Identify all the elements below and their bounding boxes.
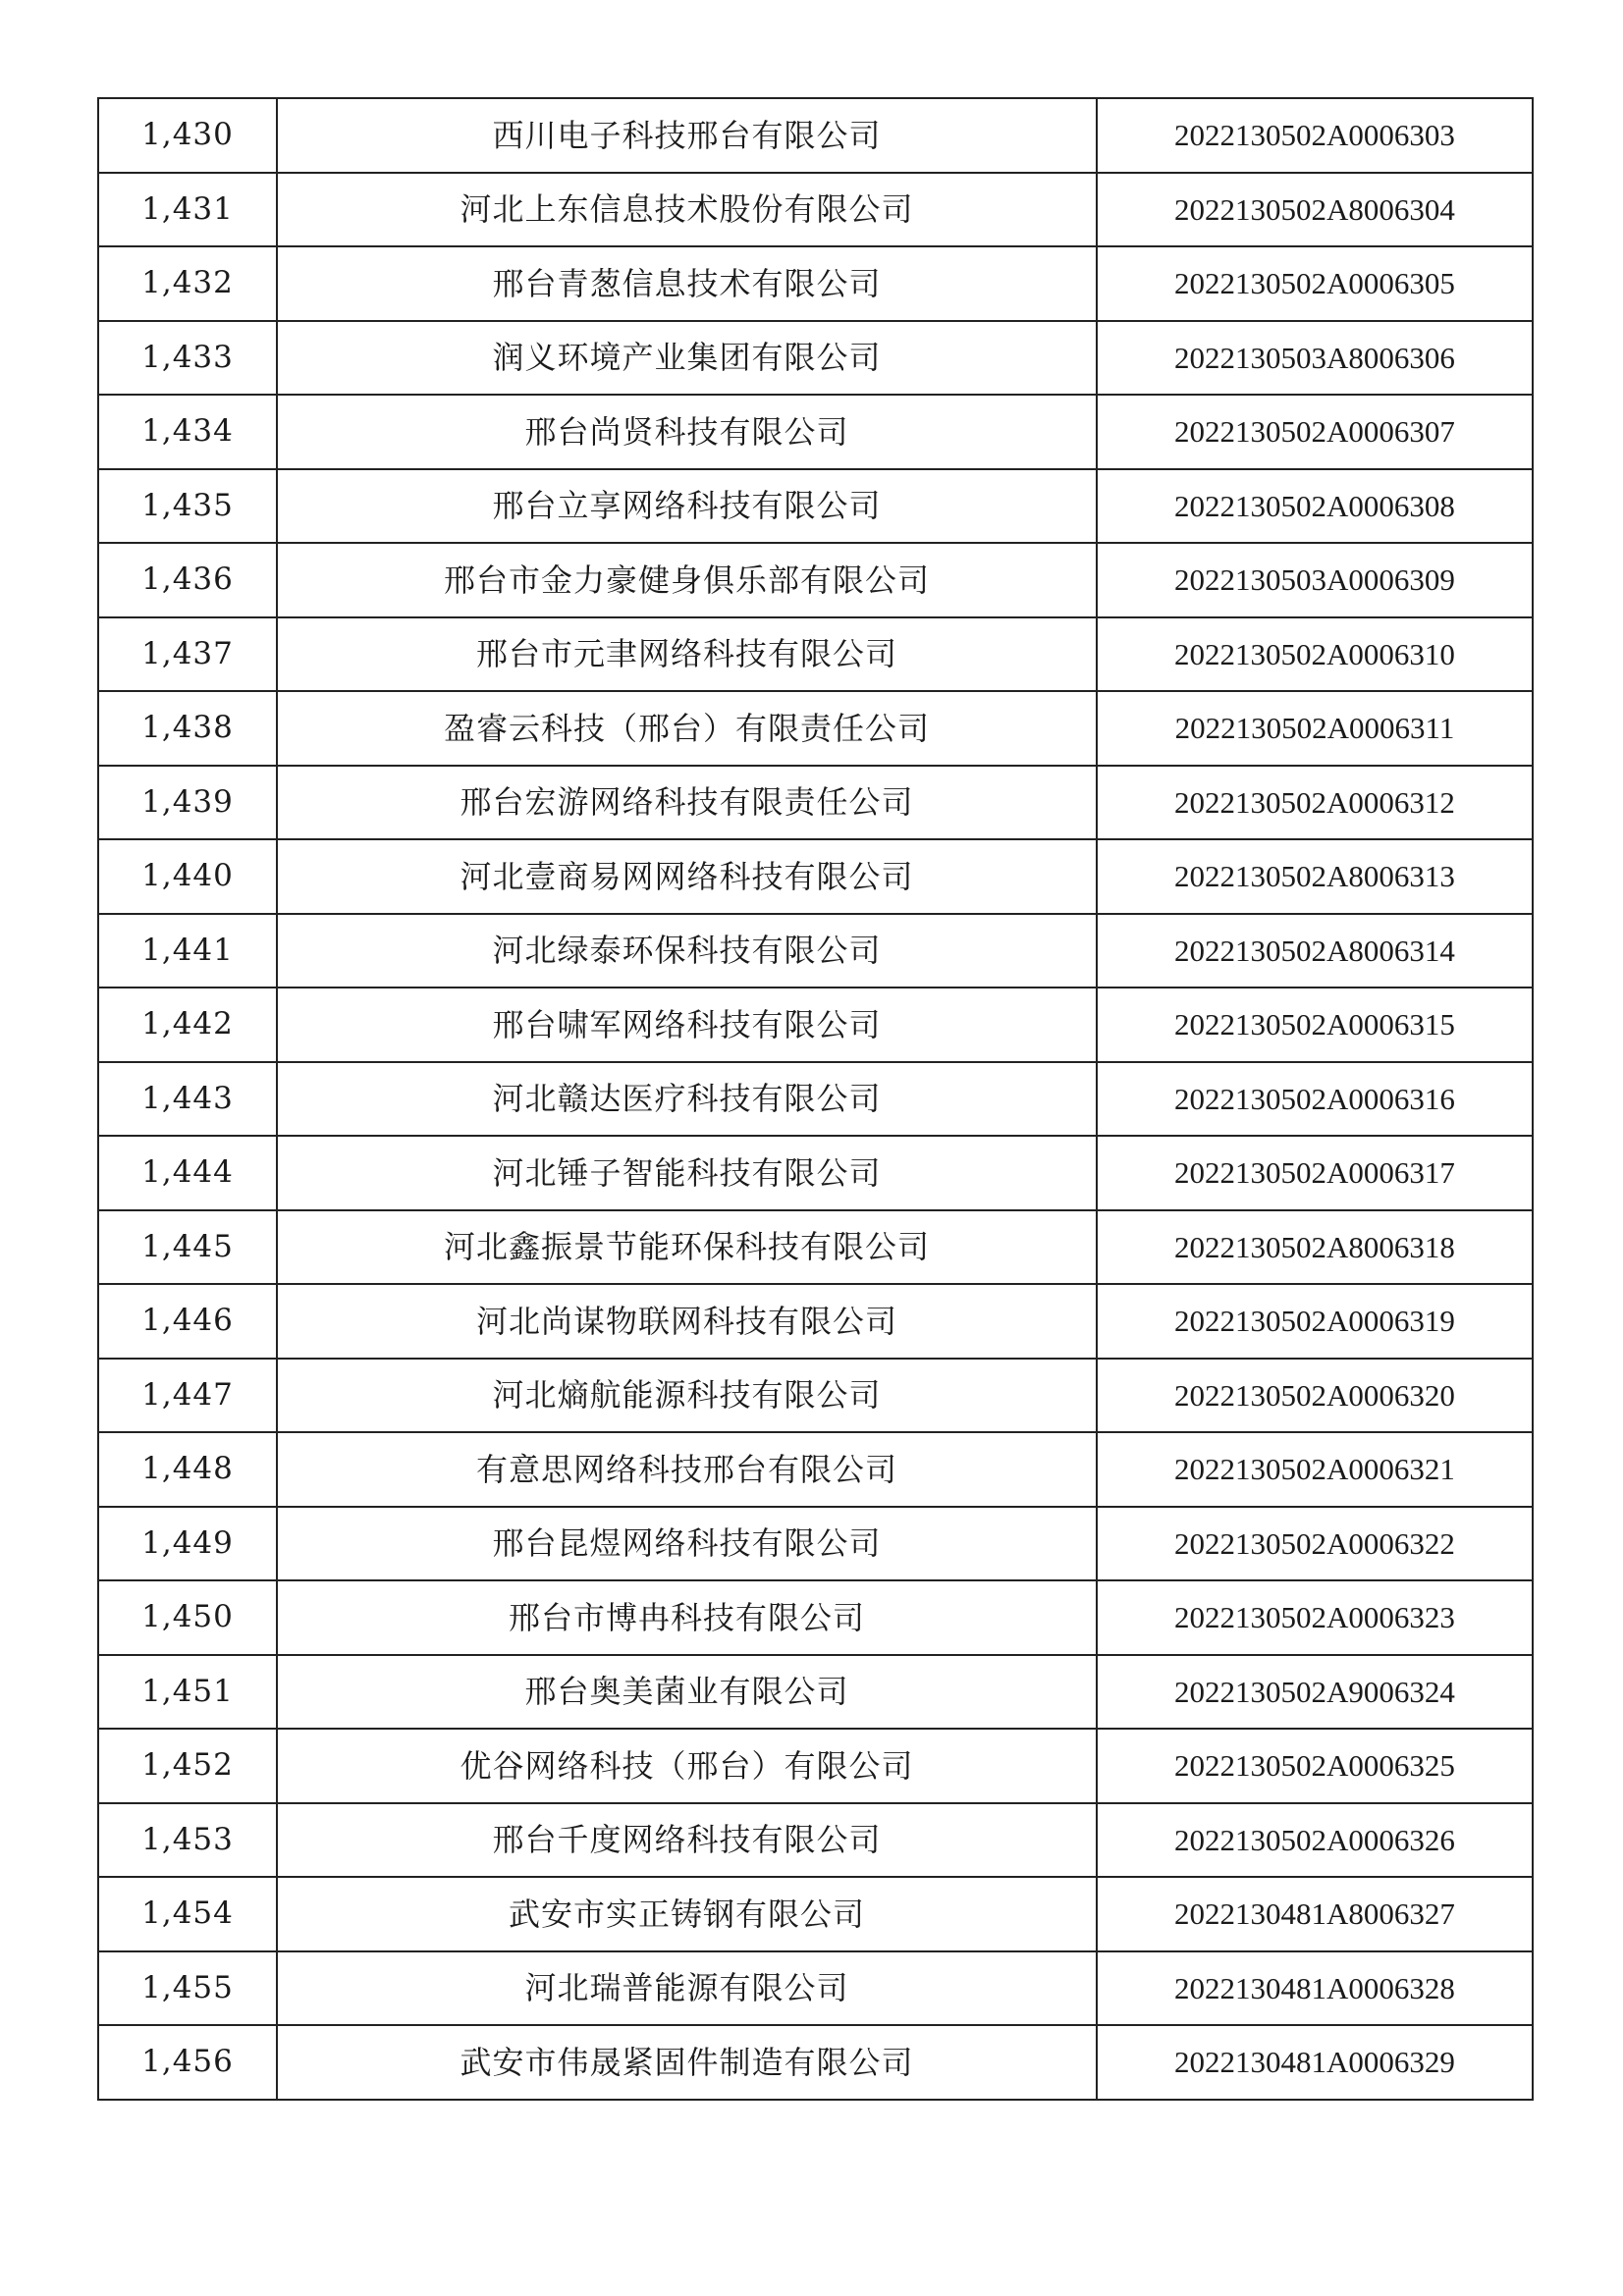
table-row: [98, 1432, 1533, 1507]
row-index-cell: 1,455: [98, 1951, 277, 2026]
company-name-cell: 邢台奥美菌业有限公司: [277, 1655, 1097, 1730]
registration-code-cell: 2022130502A0006307: [1097, 395, 1533, 469]
table-row: [98, 691, 1533, 766]
company-name-cell: 优谷网络科技（邢台）有限公司: [277, 1729, 1097, 1803]
company-name-cell: 盈睿云科技（邢台）有限责任公司: [277, 691, 1097, 766]
row-index-cell: 1,432: [98, 246, 277, 321]
table-row: [98, 766, 1533, 840]
row-index-cell: 1,439: [98, 766, 277, 840]
company-name-cell: 邢台宏游网络科技有限责任公司: [277, 766, 1097, 840]
row-index-cell: 1,456: [98, 2025, 277, 2100]
table-row: [98, 469, 1533, 544]
row-index-cell: 1,444: [98, 1136, 277, 1210]
company-name-cell: 河北瑞普能源有限公司: [277, 1951, 1097, 2026]
row-index-cell: 1,437: [98, 617, 277, 692]
table-row: [98, 1580, 1533, 1655]
registration-code-cell: 2022130502A0006316: [1097, 1062, 1533, 1137]
company-registry-table: [97, 97, 1534, 2101]
row-index-cell: 1,446: [98, 1284, 277, 1359]
registration-code-cell: 2022130502A0006312: [1097, 766, 1533, 840]
row-index-cell: 1,452: [98, 1729, 277, 1803]
registration-code-cell: 2022130502A0006305: [1097, 246, 1533, 321]
table-row: [98, 1210, 1533, 1285]
registration-code-cell: 2022130502A0006326: [1097, 1803, 1533, 1878]
table-row: [98, 1729, 1533, 1803]
registration-code-cell: 2022130502A8006318: [1097, 1210, 1533, 1285]
company-name-cell: 武安市实正铸钢有限公司: [277, 1877, 1097, 1951]
row-index-cell: 1,430: [98, 98, 277, 173]
row-index-cell: 1,440: [98, 839, 277, 914]
company-name-cell: 河北绿泰环保科技有限公司: [277, 914, 1097, 988]
table-row: [98, 246, 1533, 321]
row-index-cell: 1,438: [98, 691, 277, 766]
table-row: [98, 988, 1533, 1062]
row-index-cell: 1,454: [98, 1877, 277, 1951]
company-name-cell: 有意思网络科技邢台有限公司: [277, 1432, 1097, 1507]
row-index-cell: 1,441: [98, 914, 277, 988]
row-index-cell: 1,442: [98, 988, 277, 1062]
table-row: [98, 1284, 1533, 1359]
company-name-cell: 邢台尚贤科技有限公司: [277, 395, 1097, 469]
table-row: [98, 395, 1533, 469]
company-name-cell: 武安市伟晟紧固件制造有限公司: [277, 2025, 1097, 2100]
registration-code-cell: 2022130481A0006329: [1097, 2025, 1533, 2100]
registration-code-cell: 2022130502A0006325: [1097, 1729, 1533, 1803]
registration-code-cell: 2022130502A9006324: [1097, 1655, 1533, 1730]
table-row: [98, 914, 1533, 988]
table-row: [98, 839, 1533, 914]
company-name-cell: 河北熵航能源科技有限公司: [277, 1359, 1097, 1433]
row-index-cell: 1,450: [98, 1580, 277, 1655]
table-row: [98, 1655, 1533, 1730]
registration-code-cell: 2022130502A0006323: [1097, 1580, 1533, 1655]
table-row: [98, 98, 1533, 173]
row-index-cell: 1,434: [98, 395, 277, 469]
company-name-cell: 邢台市博冉科技有限公司: [277, 1580, 1097, 1655]
company-name-cell: 邢台立享网络科技有限公司: [277, 469, 1097, 544]
company-name-cell: 河北尚谋物联网科技有限公司: [277, 1284, 1097, 1359]
table-row: [98, 617, 1533, 692]
company-name-cell: 河北锤子智能科技有限公司: [277, 1136, 1097, 1210]
table-row: [98, 1877, 1533, 1951]
table-body: [98, 98, 1533, 2100]
registration-code-cell: 2022130502A8006314: [1097, 914, 1533, 988]
row-index-cell: 1,448: [98, 1432, 277, 1507]
table-row: [98, 2025, 1533, 2100]
company-name-cell: 邢台市元聿网络科技有限公司: [277, 617, 1097, 692]
registration-code-cell: 2022130502A8006304: [1097, 173, 1533, 247]
table-row: [98, 1507, 1533, 1581]
registration-code-cell: 2022130502A0006321: [1097, 1432, 1533, 1507]
registration-code-cell: 2022130481A8006327: [1097, 1877, 1533, 1951]
row-index-cell: 1,449: [98, 1507, 277, 1581]
registration-code-cell: 2022130502A0006320: [1097, 1359, 1533, 1433]
registration-code-cell: 2022130502A0006322: [1097, 1507, 1533, 1581]
registration-code-cell: 2022130502A8006313: [1097, 839, 1533, 914]
company-name-cell: 邢台昆煜网络科技有限公司: [277, 1507, 1097, 1581]
registration-code-cell: 2022130502A0006308: [1097, 469, 1533, 544]
row-index-cell: 1,431: [98, 173, 277, 247]
table-row: [98, 1062, 1533, 1137]
row-index-cell: 1,445: [98, 1210, 277, 1285]
registration-code-cell: 2022130502A0006319: [1097, 1284, 1533, 1359]
row-index-cell: 1,447: [98, 1359, 277, 1433]
registration-code-cell: 2022130502A0006311: [1097, 691, 1533, 766]
row-index-cell: 1,435: [98, 469, 277, 544]
company-name-cell: 邢台市金力豪健身俱乐部有限公司: [277, 543, 1097, 617]
row-index-cell: 1,451: [98, 1655, 277, 1730]
table-row: [98, 1136, 1533, 1210]
registration-code-cell: 2022130502A0006317: [1097, 1136, 1533, 1210]
company-name-cell: 邢台青葱信息技术有限公司: [277, 246, 1097, 321]
company-name-cell: 河北鑫振景节能环保科技有限公司: [277, 1210, 1097, 1285]
registration-code-cell: 2022130503A8006306: [1097, 321, 1533, 396]
table-row: [98, 1803, 1533, 1878]
company-name-cell: 河北赣达医疗科技有限公司: [277, 1062, 1097, 1137]
company-name-cell: 邢台千度网络科技有限公司: [277, 1803, 1097, 1878]
table-row: [98, 543, 1533, 617]
registration-code-cell: 2022130502A0006315: [1097, 988, 1533, 1062]
registration-code-cell: 2022130502A0006310: [1097, 617, 1533, 692]
registration-code-cell: 2022130481A0006328: [1097, 1951, 1533, 2026]
company-name-cell: 河北壹商易网网络科技有限公司: [277, 839, 1097, 914]
row-index-cell: 1,443: [98, 1062, 277, 1137]
company-name-cell: 邢台啸军网络科技有限公司: [277, 988, 1097, 1062]
row-index-cell: 1,453: [98, 1803, 277, 1878]
row-index-cell: 1,436: [98, 543, 277, 617]
registration-code-cell: 2022130503A0006309: [1097, 543, 1533, 617]
table-row: [98, 1359, 1533, 1433]
company-name-cell: 河北上东信息技术股份有限公司: [277, 173, 1097, 247]
row-index-cell: 1,433: [98, 321, 277, 396]
table-row: [98, 173, 1533, 247]
company-name-cell: 西川电子科技邢台有限公司: [277, 98, 1097, 173]
table-row: [98, 321, 1533, 396]
company-name-cell: 润义环境产业集团有限公司: [277, 321, 1097, 396]
registration-code-cell: 2022130502A0006303: [1097, 98, 1533, 173]
table-row: [98, 1951, 1533, 2026]
